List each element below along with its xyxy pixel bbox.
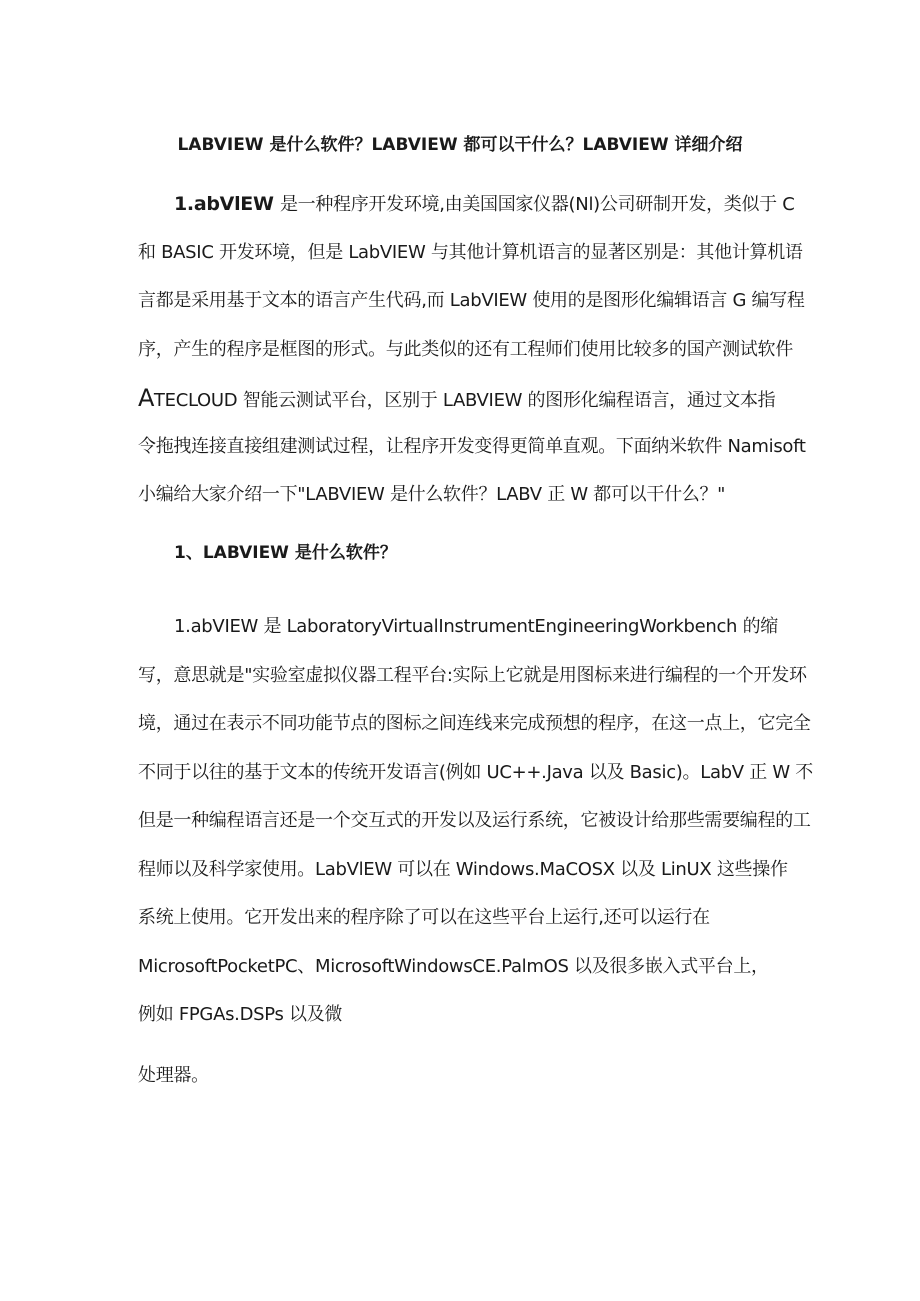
- intro-lead-term: 1.abVlEW: [174, 193, 280, 215]
- intro-line-6: 令拖拽连接直接组建测试过程，让程序开发变得更简单直观。下面纳米软件 Namisoft: [138, 435, 806, 457]
- intro-line-3: 言都是采用基于文本的语言产生代码,而 LabVIEW 使用的是图形化编辑语言 G 编写程: [138, 290, 805, 311]
- intro-line-7: 小编给大家介绍一下"LABVIEW 是什么软件？LABV 正 W 都可以干什么？": [138, 484, 726, 505]
- section-line-5: 但是一种编程语言还是一个交互式的开发以及运行系统，它被设计给那些需要编程的工: [138, 810, 811, 831]
- section-paragraph: [138, 603, 813, 1040]
- section-line-8: MicrosoftPocketPC、MicrosoftWindowsCE.PalmOS 以及很多嵌入式平台上，: [138, 955, 769, 977]
- document-title: LABVIEW 是什么软件？LABVIEW 都可以干什么？LABVIEW 详细介绍: [177, 135, 743, 155]
- section-line-1: 1.abVIEW 是 LaboratoryVirtualInstrumentEngineeringWorkbench 的缩: [174, 616, 778, 637]
- section-tail: [138, 1052, 788, 1101]
- intro-line-1: 1.abVlEW 是一种程序开发环境,由美国国家仪器(Nl)公司研制开发，类似于 C: [174, 193, 795, 215]
- intro-paragraph: [138, 180, 806, 520]
- section-line-3: 境，通过在表示不同功能节点的图标之间连线来完成预想的程序，在这一点上，它完全: [138, 713, 811, 734]
- section-line-6: 程师以及科学家使用。LabVlEW 可以在 Windows.MaCOSX 以及 LinUX 这些操作: [138, 858, 788, 880]
- intro-big-letter: A: [138, 384, 154, 412]
- section-line-9: 例如 FPGAs.DSPs 以及微: [138, 1004, 343, 1025]
- section-line-4: 不同于以往的基于文本的传统开发语言(例如 UC++.Java 以及 Basic)。LabV 正 W 不: [138, 761, 813, 783]
- section-line-7: 系统上使用。它开发出来的程序除了可以在这些平台上运行,还可以运行在: [138, 907, 710, 928]
- section-line-2: 写，意思就是"实验室虚拟仪器工程平台:实际上它就是用图标来进行编程的一个开发环: [138, 664, 807, 686]
- intro-line-2: 和 BASIC 开发环境，但是 LabVIEW 与其他计算机语言的显著区别是：其他计算机语: [138, 241, 803, 263]
- section-tail-line: 处理器。: [138, 1065, 209, 1086]
- intro-line-5: ATECLOUD 智能云测试平台，区别于 LABVIEW 的图形化编程语言，通过文本指: [138, 384, 776, 412]
- intro-line-4: 序，产生的程序是框图的形式。与此类似的还有工程师们使用比较多的国产测试软件: [138, 338, 793, 360]
- section-heading: 1、LABVIEW 是什么软件？: [174, 543, 397, 563]
